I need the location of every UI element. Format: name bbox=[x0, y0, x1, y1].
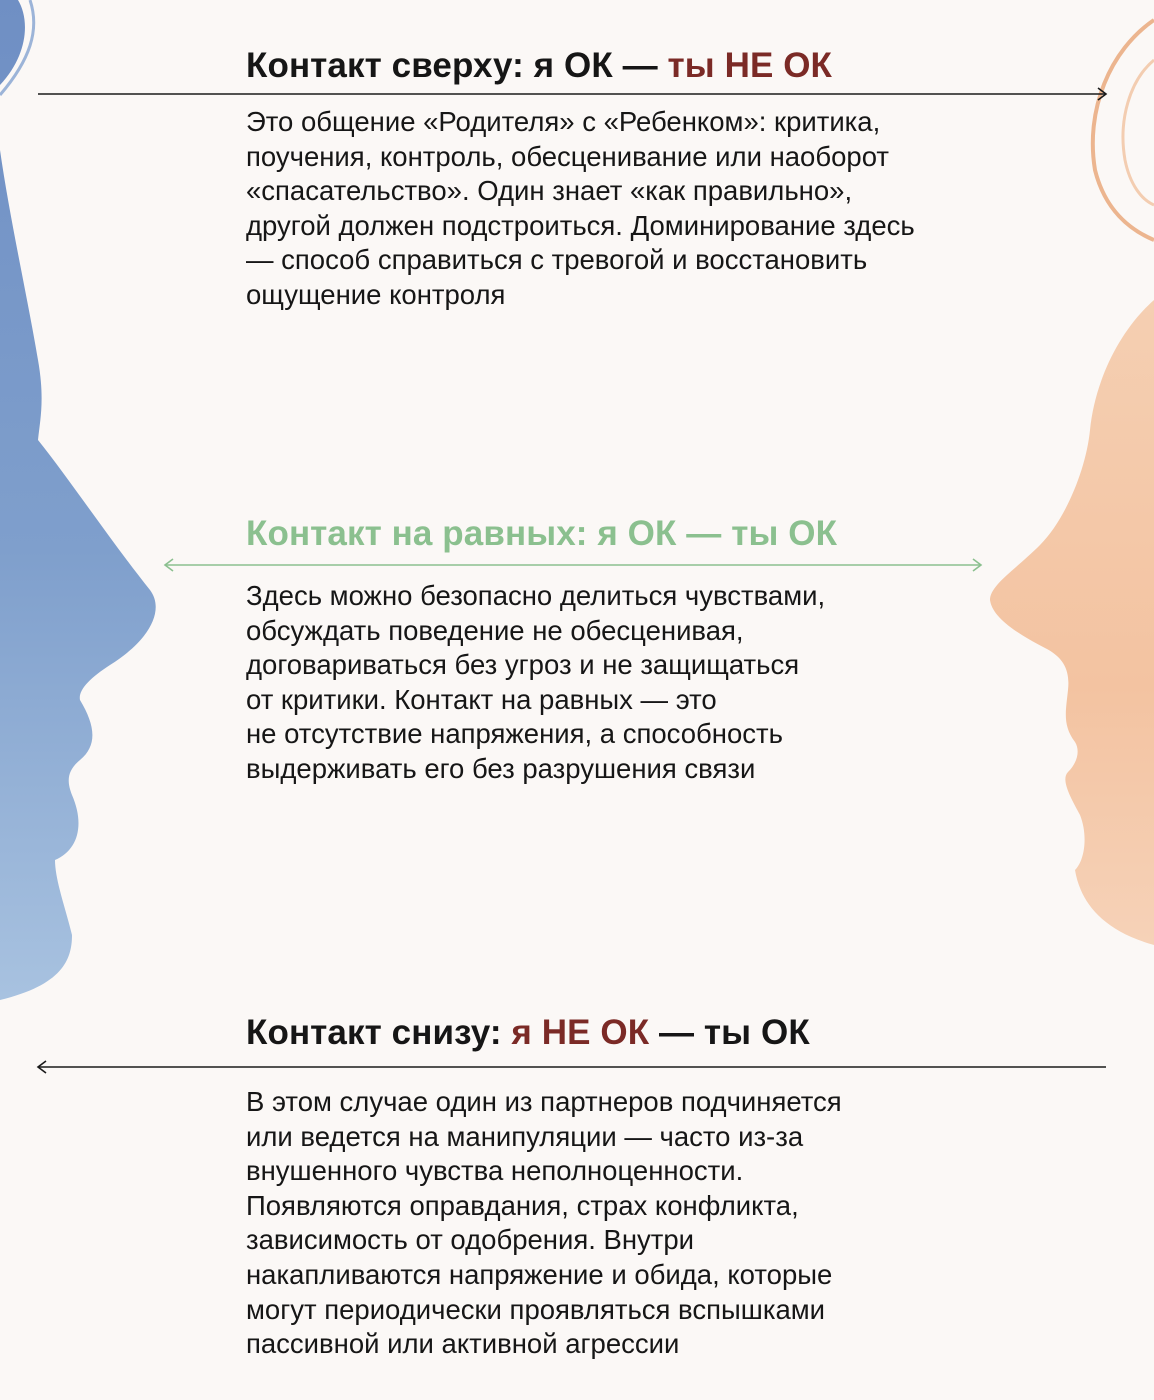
text-line: пассивной или активной агрессии bbox=[246, 1328, 680, 1360]
heading-contact-below-prefix: Контакт снизу: bbox=[246, 1013, 512, 1052]
text-line: от критики. Контакт на равных — это bbox=[246, 683, 717, 715]
arrow-both-icon bbox=[162, 557, 986, 573]
heading-contact-above bbox=[246, 48, 832, 83]
text-line: ощущение контроля bbox=[246, 278, 506, 310]
heading-contact-equal: Контакт на равных: я ОК — ты ОК bbox=[246, 514, 838, 553]
text-line: не отсутствие напряжения, а способность bbox=[246, 718, 783, 750]
text-contact-above bbox=[246, 105, 1026, 313]
blue-face-profile bbox=[0, 0, 156, 1000]
text-contact-equal bbox=[246, 579, 1026, 787]
text-line: или ведется на манипуляции — часто из-за bbox=[246, 1120, 804, 1152]
text-line: могут периодически проявляться вспышками bbox=[246, 1293, 826, 1325]
text-line: поучения, контроль, обесценивание или наоборот bbox=[246, 140, 889, 172]
heading-contact-below-accent: я НЕ ОК bbox=[511, 1013, 650, 1052]
text-line: накапливаются напряжение и обида, которые bbox=[246, 1258, 833, 1290]
peach-hair-stroke-inner bbox=[1123, 60, 1154, 205]
heading-contact-below bbox=[246, 1015, 810, 1050]
text-line: «спасательство». Один знает «как правильно», bbox=[246, 175, 853, 207]
arrow-left-icon bbox=[36, 1059, 1108, 1075]
text-line: — способ справиться с тревогой и восстановить bbox=[246, 244, 868, 276]
text-line: Это общение «Родителя» с «Ребенком»: критика, bbox=[246, 106, 881, 137]
text-line: выдерживать его без разрушения связи bbox=[246, 752, 756, 784]
text-line: Здесь можно безопасно делиться чувствами, bbox=[246, 580, 826, 611]
heading-contact-above-prefix: Контакт сверху: я ОК — bbox=[246, 46, 668, 85]
arrow-right-icon bbox=[38, 86, 1110, 102]
text-line: зависимость от одобрения. Внутри bbox=[246, 1224, 695, 1256]
text-line: обсуждать поведение не обесценивая, bbox=[246, 614, 744, 646]
text-line: договариваться без угроз и не защищаться bbox=[246, 649, 800, 681]
text-line: В этом случае один из партнеров подчиняется bbox=[246, 1086, 842, 1117]
text-contact-below bbox=[246, 1085, 1026, 1362]
text-line: другой должен подстроиться. Доминирование здесь bbox=[246, 209, 915, 241]
heading-contact-above-accent: ты НЕ ОК bbox=[667, 46, 833, 85]
text-line: внушенного чувства неполноценности. bbox=[246, 1155, 744, 1187]
heading-contact-below-suffix: — ты ОК bbox=[649, 1013, 810, 1052]
text-line: Появляются оправдания, страх конфликта, bbox=[246, 1189, 799, 1221]
